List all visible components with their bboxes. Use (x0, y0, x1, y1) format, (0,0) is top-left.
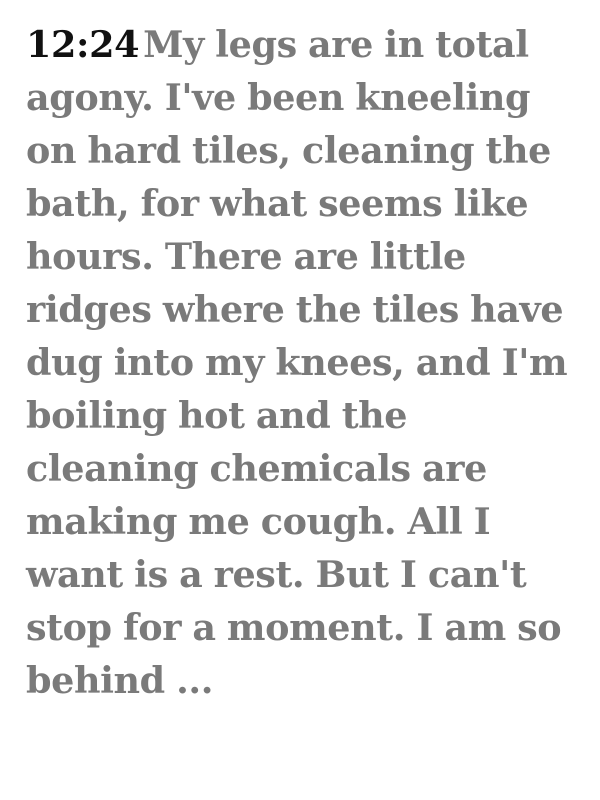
entry-timestamp: 12:24 (26, 23, 140, 66)
diary-page (26, 18, 578, 707)
entry-text: My legs are in total agony. I've been kneeling on hard tiles, cleaning the bath, for what seems like hours. There are little ridges where the tiles have dug into my knees, and I'm boiling hot and the cleaning chemicals are making me cough. All I want is a rest. But I can't stop for a moment. I am so behind ... (26, 23, 568, 702)
diary-entry (26, 18, 578, 707)
